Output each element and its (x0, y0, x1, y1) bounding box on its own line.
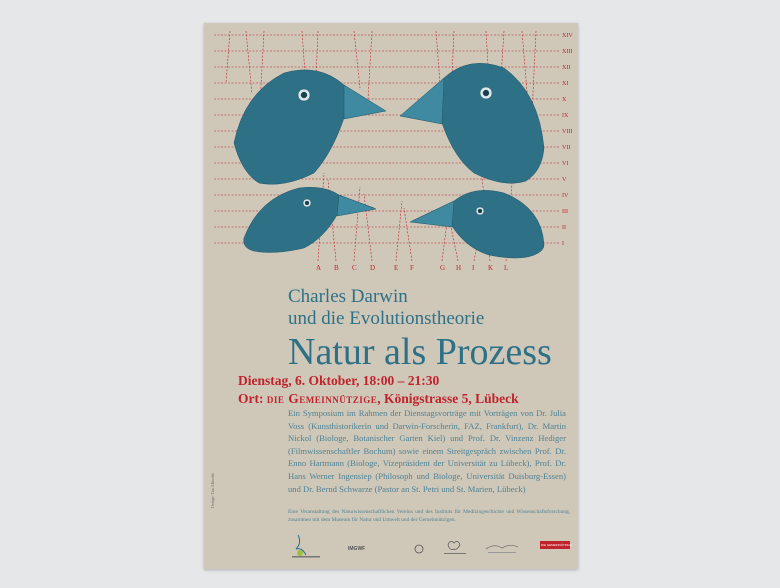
grid-line (396, 201, 402, 261)
grid-line (354, 187, 360, 261)
poster (204, 23, 578, 569)
sponsor-logos (288, 531, 574, 561)
grid-line (226, 31, 230, 83)
sponsor-logo-6-label: DIE GEMEINNÜTZIGE (541, 543, 572, 547)
letter-label: H (456, 264, 462, 272)
letter-label: A (316, 264, 322, 272)
letter-label: E (394, 264, 399, 272)
finch-head-bottom-right (410, 190, 544, 258)
roman-numeral-label: VI (562, 161, 569, 167)
sponsor-logo-5 (484, 539, 524, 557)
letter-label: I (472, 264, 475, 272)
event-date: Dienstag, 6. Oktober, 18:00 – 21:30 (238, 373, 440, 388)
finch-head-top-left (234, 70, 386, 184)
roman-numeral-label: IX (562, 113, 569, 119)
roman-numeral-label: XI (562, 81, 569, 87)
grid-line (368, 31, 372, 99)
finch-head-top-right (400, 63, 544, 183)
headline: Natur als Prozess (288, 331, 552, 373)
sponsor-logo-2: IMGWF (348, 546, 366, 552)
roman-numeral-label: VII (562, 145, 571, 151)
letter-label: L (504, 264, 509, 272)
grid-line (246, 31, 252, 94)
title-line-2: und die Evolutionstheorie (288, 308, 485, 329)
sponsor-logo-4 (440, 535, 470, 559)
place-address: , Königstrasse 5, Lübeck (377, 391, 519, 406)
roman-numeral-label: III (562, 209, 568, 215)
letter-label: K (488, 264, 494, 272)
letter-label: D (370, 264, 376, 272)
title-line-1: Charles Darwin (288, 286, 408, 307)
sponsor-logo-6 (540, 541, 570, 549)
finch-head-bottom-left (244, 187, 376, 252)
letter-label: C (352, 264, 357, 272)
roman-numeral-label: X (562, 97, 567, 103)
event-description: Ein Symposium im Rahmen der Dienstagsvorträge mit Vorträgen von Dr. Julia Voss (Kunsthistorikerin und Darwin-Forscherin, FAZ, Frankfurt), Dr. Martin Nickol (Biologe, Botanischer Garten Kiel) und Prof. Dr. Vinzenz Hediger (Filmwissenschaftler Bochum) sowie einem Streitgespräch zwischen Prof. Dr. Enno Hartmann (Biologe, Vizepräsident der Universität zu Lübeck), Prof. Dr. Hans Werner Ingensiep (Philosoph und Biologe, Universität Duisburg-Essen) und Dr. Bernd Schwarze (Pastor an St. Petri und St. Marien, Lübeck) (288, 408, 566, 494)
roman-numeral-label: II (562, 225, 566, 231)
roman-numeral-label: XII (562, 65, 571, 71)
sponsor-logo-3 (413, 543, 425, 555)
place-venue: die Gemeinnützige (266, 391, 378, 406)
letter-label: B (334, 264, 339, 272)
grid-line (354, 31, 360, 88)
event-place (238, 391, 519, 407)
sponsor-logo-1 (288, 531, 326, 561)
roman-numeral-label: IV (562, 193, 569, 199)
organizer-footer: Eine Veranstaltung des Naturwissenschaftlichen Vereins und des Instituts für Medizingeschichte und Wissenschaftsforschung, zusammen mit dem Museum für Natur und Umwelt und der Gemeinnützigen. (288, 509, 570, 523)
place-prefix: Ort: (238, 391, 267, 406)
grid-line (404, 208, 412, 261)
letter-label: G (440, 264, 446, 272)
finch-illustration (204, 23, 578, 303)
vertical-credit: Design: Tim Albrecht (210, 473, 215, 508)
grid-line (364, 194, 372, 261)
roman-numeral-label: V (562, 177, 567, 183)
roman-numeral-label: XIV (562, 33, 573, 39)
roman-numeral-label: I (562, 241, 564, 247)
letter-label: F (410, 264, 414, 272)
roman-numeral-label: XIII (562, 49, 573, 55)
roman-numeral-label: VIII (562, 129, 573, 135)
